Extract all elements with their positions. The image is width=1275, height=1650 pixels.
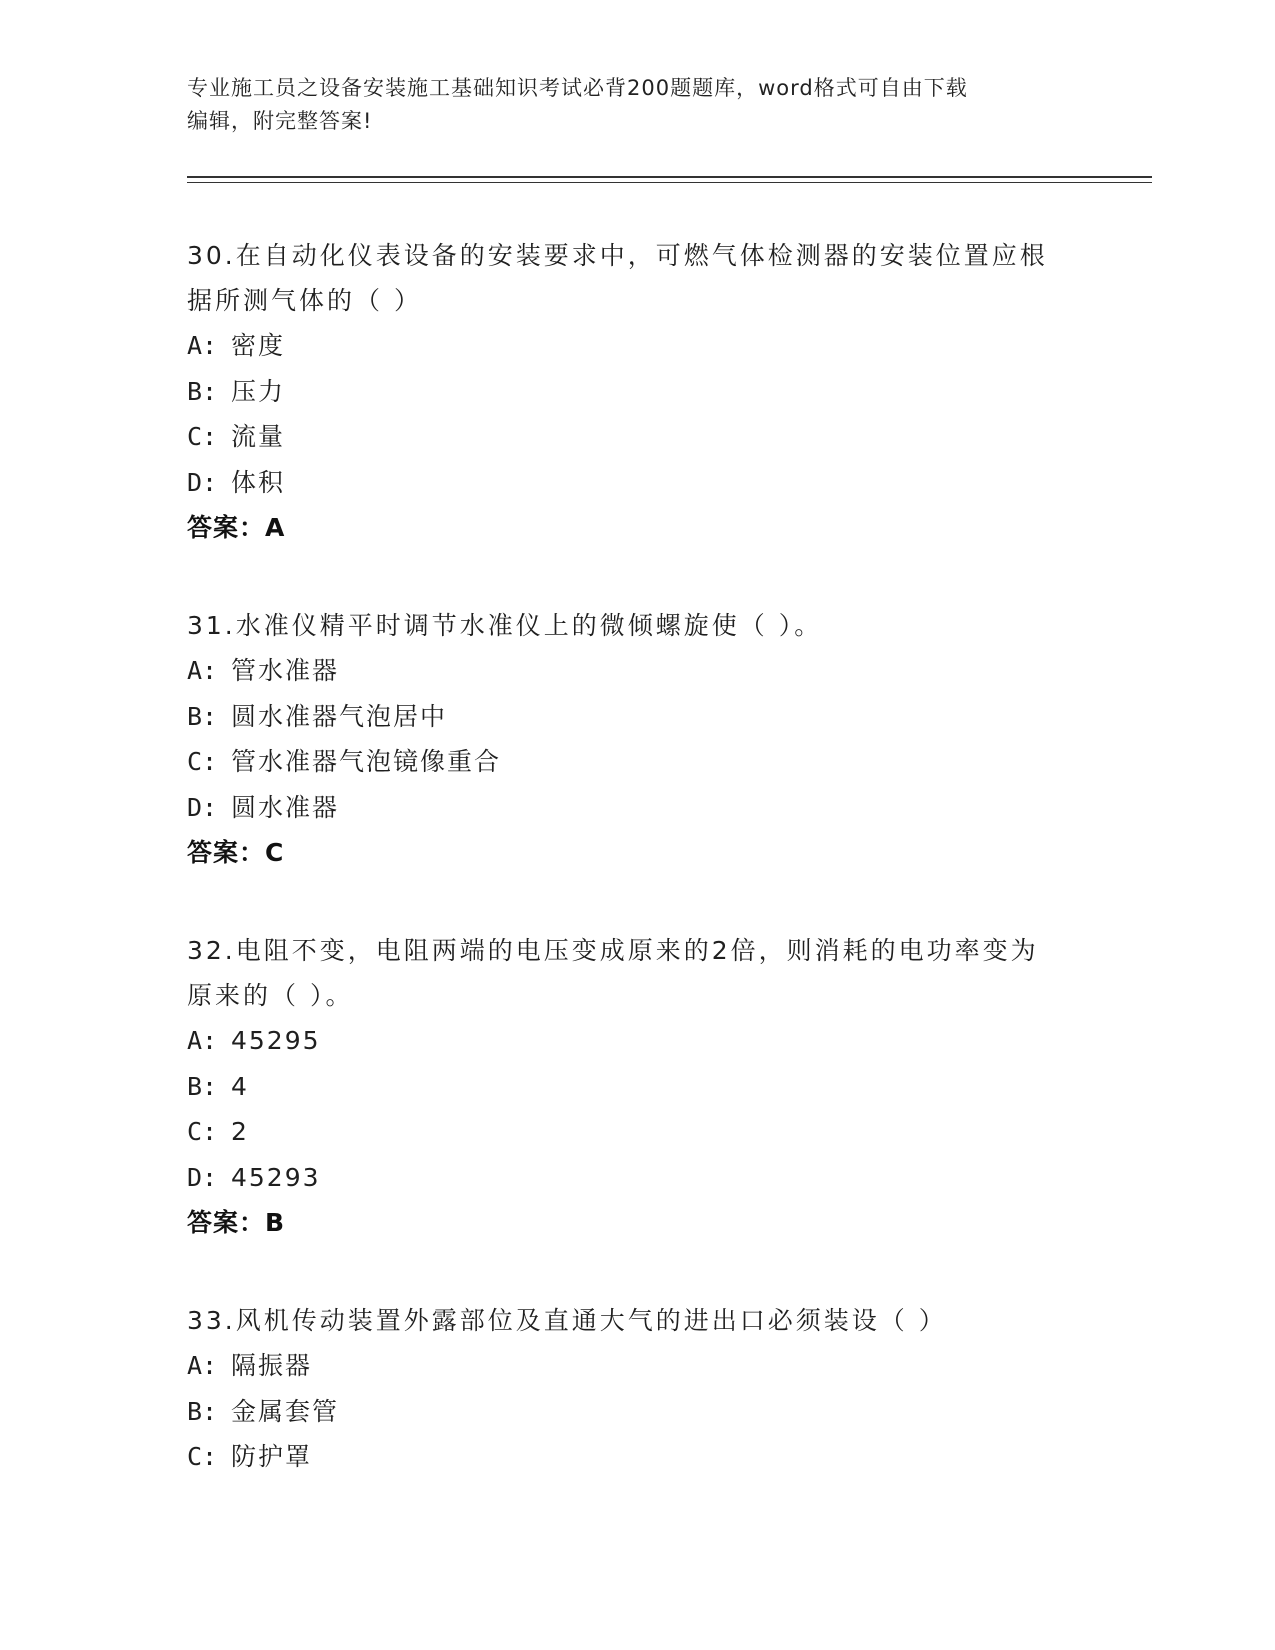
question-stem-line-1: 30.在自动化仪表设备的安装要求中，可燃气体检测器的安装位置应根 <box>187 241 1048 270</box>
question-30 <box>187 233 1087 551</box>
option-a <box>187 1343 1087 1389</box>
option-c <box>187 1109 1087 1155</box>
option-text: 圆水准器气泡居中 <box>231 701 448 731</box>
option-text: 密度 <box>231 331 286 360</box>
option-c <box>187 739 1087 785</box>
option-letter: A: <box>187 331 218 360</box>
option-letter: D: <box>187 1162 218 1192</box>
option-letter: B: <box>187 701 218 731</box>
option-c <box>187 1434 1087 1480</box>
question-32 <box>187 928 1087 1246</box>
question-stem-line-2: 原来的（ ）。 <box>187 981 354 1010</box>
option-text: 管水准器 <box>231 656 340 685</box>
question-stem <box>187 928 1087 1018</box>
option-d <box>187 1155 1087 1201</box>
header-line-1: 专业施工员之设备安装施工基础知识考试必背200题题库，word格式可自由下载 <box>187 76 968 100</box>
answer-label: 答案：A <box>187 513 286 542</box>
option-letter: D: <box>187 467 218 497</box>
question-stem-line-1: 31.水准仪精平时调节水准仪上的微倾螺旋使（ ）。 <box>187 611 823 640</box>
option-letter: B: <box>187 376 218 406</box>
option-text: 2 <box>231 1117 249 1146</box>
answer-label: 答案：B <box>187 1208 286 1237</box>
question-33 <box>187 1298 1087 1480</box>
option-a <box>187 648 1087 694</box>
question-stem <box>187 1298 1087 1343</box>
option-letter: D: <box>187 792 218 822</box>
option-text: 管水准器气泡镜像重合 <box>231 747 502 776</box>
option-d <box>187 785 1087 831</box>
option-a <box>187 1018 1087 1064</box>
option-text: 防护罩 <box>231 1442 313 1471</box>
option-letter: C: <box>187 1117 218 1146</box>
answer-label: 答案：C <box>187 838 285 867</box>
option-text: 体积 <box>231 467 286 497</box>
question-stem <box>187 233 1087 323</box>
option-letter: C: <box>187 1442 218 1471</box>
option-letter: C: <box>187 747 218 776</box>
question-list <box>187 233 1087 1532</box>
question-stem-line-1: 32.电阻不变，电阻两端的电压变成原来的2倍，则消耗的电功率变为 <box>187 936 1039 965</box>
option-text: 圆水准器 <box>231 792 340 822</box>
option-letter: B: <box>187 1396 218 1426</box>
option-b <box>187 694 1087 740</box>
option-b <box>187 1389 1087 1435</box>
option-d <box>187 460 1087 506</box>
option-b <box>187 1064 1087 1110</box>
option-letter: C: <box>187 422 218 451</box>
option-text: 隔振器 <box>231 1351 313 1380</box>
option-letter: A: <box>187 1026 218 1055</box>
option-c <box>187 414 1087 460</box>
header-divider-thick <box>187 176 1152 178</box>
document-header <box>187 72 1067 138</box>
question-stem <box>187 603 1087 648</box>
question-31 <box>187 603 1087 876</box>
option-text: 4 <box>231 1071 249 1101</box>
question-stem-line-2: 据所测气体的（ ） <box>187 286 422 315</box>
option-text: 45295 <box>231 1026 321 1055</box>
option-text: 45293 <box>231 1162 321 1192</box>
header-line-2: 编辑，附完整答案! <box>187 109 373 133</box>
option-letter: B: <box>187 1071 218 1101</box>
option-text: 流量 <box>231 422 286 451</box>
option-b <box>187 369 1087 415</box>
option-letter: A: <box>187 656 218 685</box>
question-stem-line-1: 33.风机传动装置外露部位及直通大气的进出口必须装设（ ） <box>187 1306 947 1335</box>
header-divider-thin <box>187 182 1152 183</box>
option-letter: A: <box>187 1351 218 1380</box>
option-a <box>187 323 1087 369</box>
option-text: 金属套管 <box>231 1396 340 1426</box>
option-text: 压力 <box>231 376 286 406</box>
